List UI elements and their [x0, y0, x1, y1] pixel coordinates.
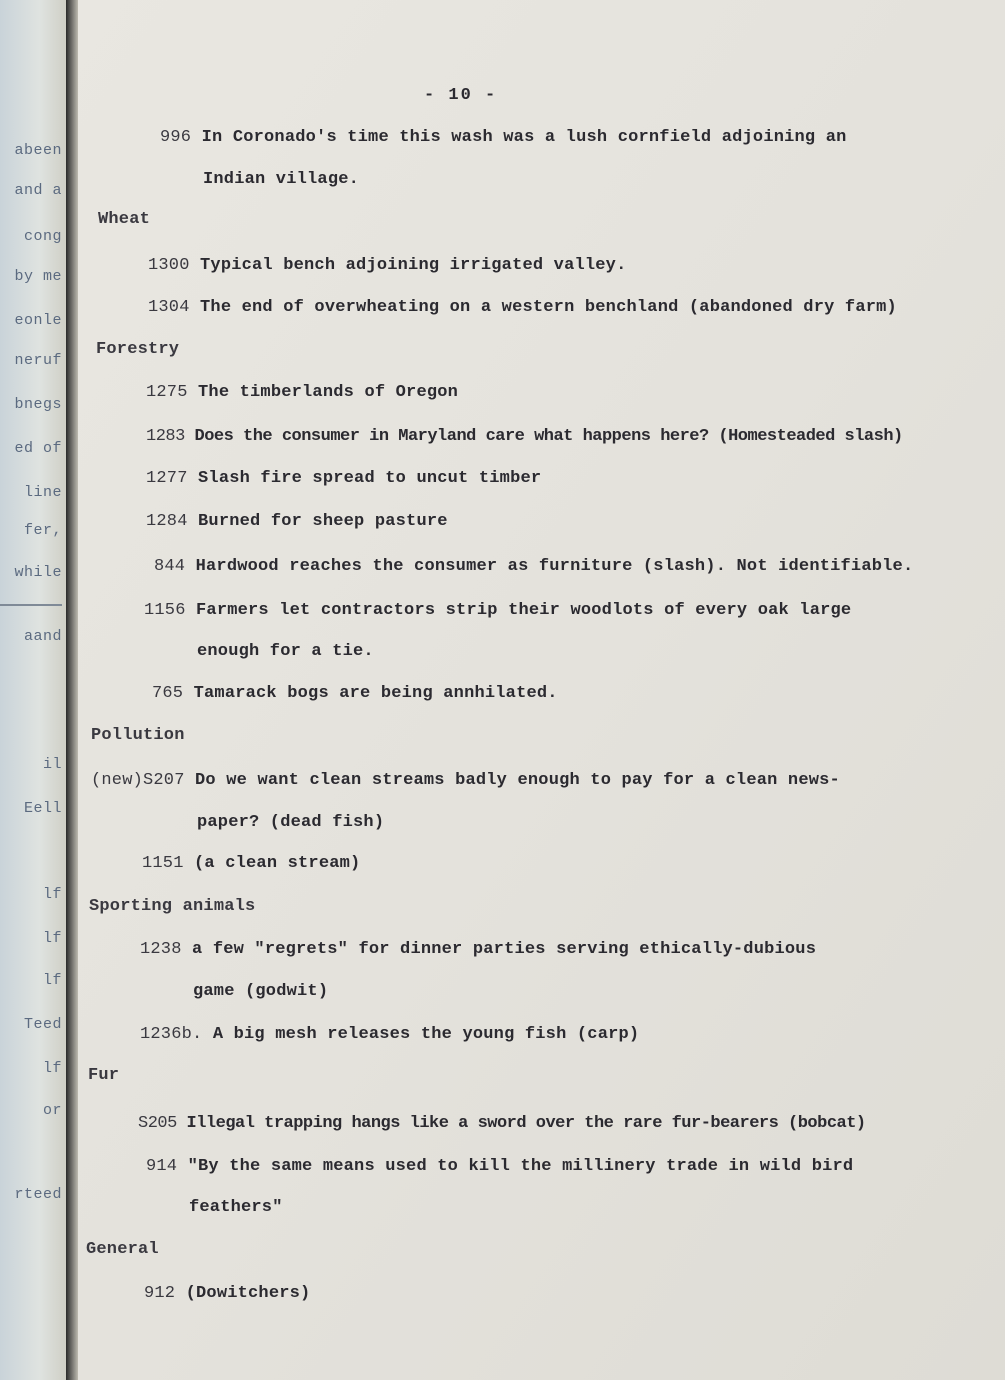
entry-number: 1156 [144, 601, 186, 620]
entry-text: A big mesh releases the young fish (carp) [212, 1025, 640, 1044]
section-heading: Sporting animals [89, 897, 256, 916]
entry-line [91, 771, 840, 790]
entry-text: paper? (dead fish) [197, 813, 385, 832]
entry-number: 1236b. [140, 1025, 203, 1044]
entry-line [152, 684, 558, 703]
entry-line [144, 601, 851, 620]
section-heading: Forestry [96, 340, 180, 359]
entry-number: 1300 [148, 256, 190, 275]
facing-page-fragment: il [42, 756, 62, 773]
facing-page-fragment: eonle [14, 312, 62, 329]
facing-page-fragment: rteed [14, 1186, 62, 1203]
entry-text: enough for a tie. [197, 642, 374, 661]
entry-line [146, 512, 448, 531]
entry-number: S205 [138, 1114, 177, 1133]
entry-line [148, 298, 897, 317]
entry-text: Typical bench adjoining irrigated valley. [200, 256, 627, 275]
facing-page-fragment: aand [23, 628, 62, 645]
entry-text: Does the consumer in Maryland care what happens here? (Homesteaded slash) [194, 427, 903, 446]
entry-number: (new)S207 [91, 771, 185, 790]
entry-line [138, 1114, 866, 1133]
facing-page-fragment: by me [14, 268, 62, 285]
entry-text: a few "regrets" for dinner parties serving ethically-dubious [192, 940, 817, 959]
entry-text: The timberlands of Oregon [198, 383, 459, 402]
entry-text: Illegal trapping hangs like a sword over the rare fur-bearers (bobcat) [186, 1114, 866, 1133]
entry-number: 1284 [146, 512, 188, 531]
entry-text: Burned for sheep pasture [198, 512, 448, 531]
entry-continuation [203, 170, 359, 189]
entry-line [146, 1157, 853, 1176]
entry-number: 1277 [146, 469, 188, 488]
entry-number: 996 [160, 128, 192, 147]
entry-text: Slash fire spread to uncut timber [198, 469, 542, 488]
entry-number: 1304 [148, 298, 190, 317]
facing-page-fragment: Eell [23, 800, 62, 817]
facing-page-fragment: lf [42, 972, 62, 989]
facing-page-rule [0, 604, 62, 606]
facing-page-fragment: lf [42, 886, 62, 903]
facing-page-edge [0, 0, 66, 1380]
entry-line [160, 128, 847, 147]
entry-line [148, 256, 626, 275]
entry-number: 1283 [146, 427, 185, 446]
entry-text: Indian village. [203, 170, 360, 189]
entry-number: 844 [154, 557, 186, 576]
entry-text: (Dowitchers) [185, 1284, 311, 1303]
entry-continuation [193, 982, 328, 1001]
entry-number: 914 [146, 1157, 178, 1176]
entry-text: Farmers let contractors strip their woodlots of every oak large [196, 601, 852, 620]
facing-page-fragment: fer, [23, 522, 62, 539]
facing-page-fragment: lf [42, 1060, 62, 1077]
facing-page-fragment: ed of [14, 440, 62, 457]
section-heading: Pollution [91, 726, 185, 745]
entry-number: 1238 [140, 940, 182, 959]
entry-number: 765 [152, 684, 184, 703]
facing-page-fragment: lf [42, 930, 62, 947]
facing-page-fragment: cong [23, 228, 62, 245]
entry-text: Tamarack bogs are being annhilated. [193, 684, 558, 703]
entry-line [146, 383, 458, 402]
entry-line [144, 1284, 310, 1303]
book-gutter [66, 0, 78, 1380]
entry-line [140, 1025, 639, 1044]
facing-page-fragment: or [42, 1102, 62, 1119]
section-heading: Wheat [98, 210, 151, 229]
entry-text: In Coronado's time this wash was a lush cornfield adjoining an [201, 128, 847, 147]
entry-continuation [197, 642, 374, 661]
facing-page-fragment: abeen [14, 142, 62, 159]
entry-number: 1151 [142, 854, 184, 873]
facing-page-fragment: bnegs [14, 396, 62, 413]
entry-text: Do we want clean streams badly enough to pay for a clean news- [195, 771, 840, 790]
entry-number: 912 [144, 1284, 176, 1303]
entry-continuation [189, 1198, 283, 1217]
facing-page-fragment: and a [14, 182, 62, 199]
entry-text: "By the same means used to kill the millinery trade in wild bird [187, 1157, 854, 1176]
section-heading: General [86, 1240, 159, 1259]
facing-page-fragment: while [14, 564, 62, 581]
facing-page-fragment: line [23, 484, 62, 501]
entry-number: 1275 [146, 383, 188, 402]
entry-text: feathers" [189, 1198, 283, 1217]
entry-text: (a clean stream) [194, 854, 361, 873]
entry-line [154, 557, 913, 576]
entry-line [146, 469, 541, 488]
entry-line [142, 854, 360, 873]
section-heading: Fur [88, 1066, 120, 1085]
entry-continuation [197, 813, 384, 832]
entry-line [146, 427, 903, 446]
entry-text: The end of overwheating on a western benchland (abandoned dry farm) [200, 298, 897, 317]
facing-page-fragment: Teed [23, 1016, 62, 1033]
entry-text: game (godwit) [193, 982, 329, 1001]
facing-page-fragment: neruf [14, 352, 62, 369]
page-number: - 10 - [424, 86, 498, 105]
entry-text: Hardwood reaches the consumer as furniture (slash). Not identifiable. [195, 557, 914, 576]
entry-line [140, 940, 816, 959]
